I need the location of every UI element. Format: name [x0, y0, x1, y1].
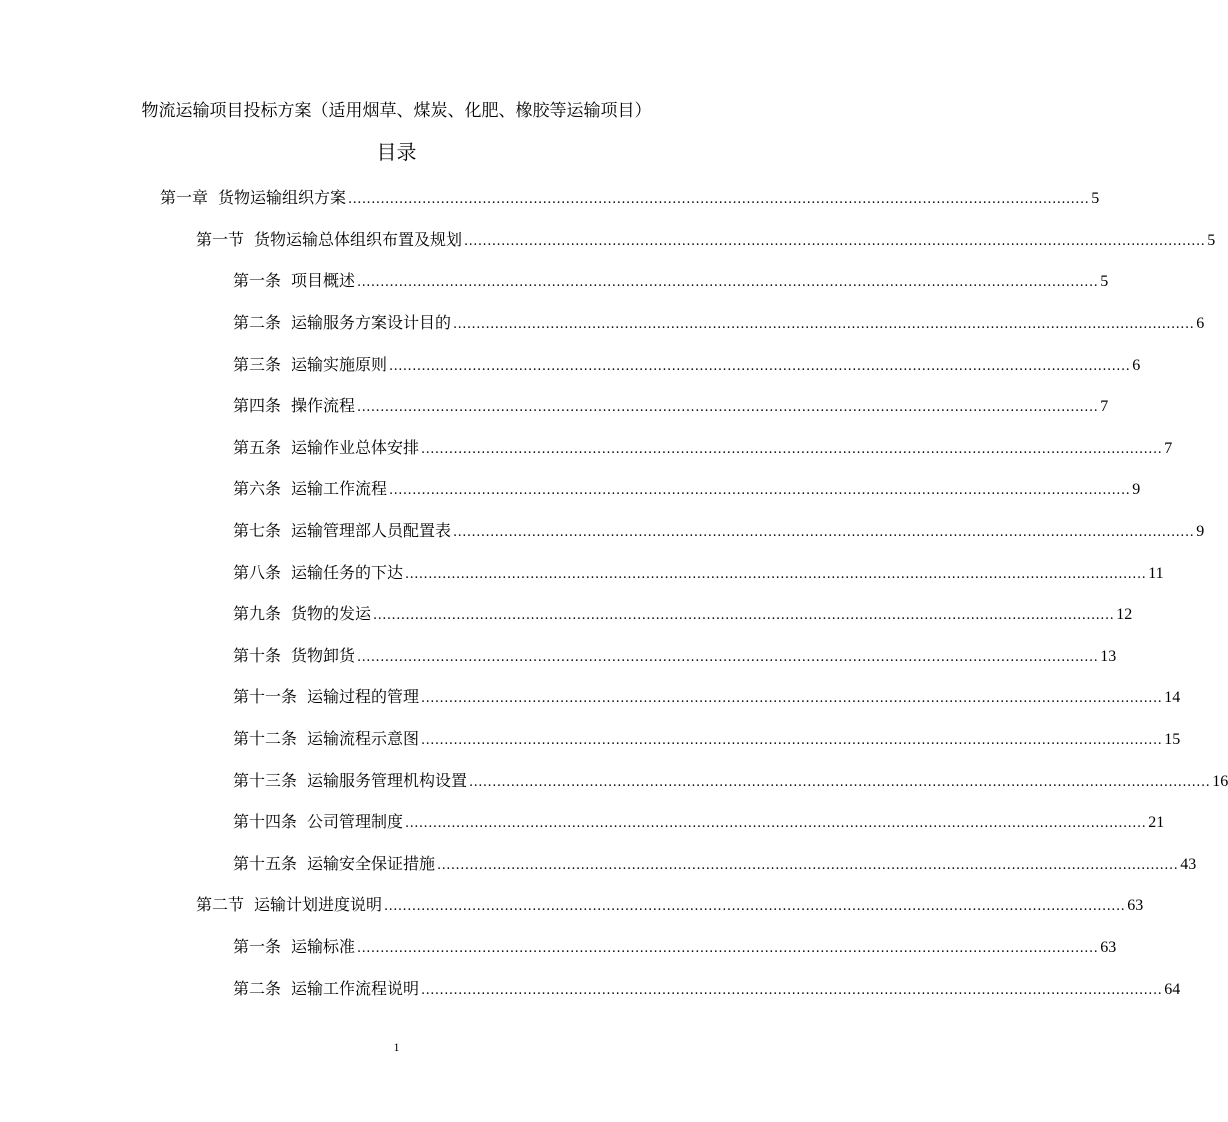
toc-entry[interactable] [0, 218, 1216, 260]
toc-entry-heading: 运输服务管理机构设置 [307, 770, 468, 790]
toc-entry-heading: 运输流程示意图 [307, 729, 420, 749]
toc-entry[interactable] [0, 550, 1164, 592]
toc-entry-row [0, 560, 1164, 583]
toc-entry-heading: 运输过程的管理 [307, 687, 420, 707]
toc-entry[interactable] [0, 883, 1144, 925]
toc-entry-heading: 运输计划进度说明 [254, 895, 383, 915]
toc-dot-leader [405, 816, 1146, 831]
toc-dot-leader [389, 483, 1130, 498]
toc-entry-number: 第十四条 [233, 812, 298, 832]
toc-entry-page: 9 [1196, 523, 1205, 541]
toc-entry-row [0, 851, 1197, 874]
toc-entry-page: 5 [1091, 190, 1100, 208]
toc-entry-number: 第二节 [196, 895, 245, 915]
toc-dot-leader [421, 442, 1162, 457]
toc-entry[interactable] [0, 634, 1117, 676]
toc-entry-page: 6 [1196, 315, 1205, 333]
toc-entry-heading: 运输工作流程说明 [291, 978, 420, 998]
toc-entry-number: 第十三条 [233, 770, 298, 790]
toc-entry-page: 11 [1148, 564, 1164, 582]
toc-entry-page: 13 [1100, 647, 1117, 665]
toc-entry-row [0, 892, 1144, 915]
toc-dot-leader [421, 983, 1162, 998]
toc-entry-heading: 运输标准 [291, 936, 356, 956]
toc-entry-number: 第一条 [233, 271, 282, 291]
toc-entry-number: 第十一条 [233, 687, 298, 707]
toc-entry-page: 7 [1100, 398, 1109, 416]
toc-entry-row [0, 352, 1141, 375]
toc-entry-row [0, 518, 1205, 541]
toc-entry-row [0, 601, 1133, 624]
toc-entry-number: 第二条 [233, 978, 282, 998]
document-title: 物流运输项目投标方案（适用烟草、煤炭、化肥、橡胶等运输项目） [141, 101, 652, 121]
toc-dot-leader [389, 359, 1130, 374]
toc-entry[interactable] [0, 675, 1181, 717]
toc-entry-number: 第四条 [233, 396, 282, 416]
toc-entry-row [0, 310, 1205, 333]
toc-entry-number: 第一条 [233, 936, 282, 956]
toc-entry-row [0, 476, 1141, 499]
toc-entry-heading: 运输服务方案设计目的 [291, 313, 452, 333]
toc-entry[interactable] [0, 467, 1141, 509]
toc-entry-page: 6 [1132, 356, 1141, 374]
toc-entry-page: 21 [1148, 814, 1165, 832]
toc-entry[interactable] [0, 758, 1228, 800]
toc-dot-leader [469, 775, 1210, 790]
toc-entry-heading: 货物运输组织方案 [218, 188, 347, 208]
toc-entry-heading: 运输管理部人员配置表 [291, 521, 452, 541]
toc-entry-page: 14 [1164, 689, 1181, 707]
toc-title: 目录 [376, 140, 417, 164]
toc-entry-number: 第八条 [233, 562, 282, 582]
toc-entry[interactable] [0, 384, 1109, 426]
toc-entry-page: 15 [1164, 731, 1181, 749]
toc-entry-heading: 项目概述 [291, 271, 356, 291]
toc-dot-leader [348, 192, 1089, 207]
toc-entry-page: 64 [1164, 980, 1181, 998]
toc-entry[interactable] [0, 800, 1165, 842]
toc-entry[interactable] [0, 259, 1109, 301]
toc-entry-heading: 运输作业总体安排 [291, 437, 420, 457]
toc-entry-heading: 货物卸货 [291, 645, 356, 665]
toc-entry-number: 第一节 [196, 229, 245, 249]
toc-entry[interactable] [0, 966, 1181, 1008]
toc-entry-heading: 运输安全保证措施 [307, 853, 436, 873]
toc-entry-row [0, 227, 1216, 250]
toc-entry-number: 第九条 [233, 604, 282, 624]
toc-dot-leader [464, 234, 1205, 249]
toc-entry-row [0, 435, 1173, 458]
table-of-contents [0, 176, 1228, 1008]
toc-entry-heading: 运输工作流程 [291, 479, 388, 499]
toc-entry-page: 63 [1100, 938, 1117, 956]
toc-entry[interactable] [0, 842, 1197, 884]
toc-entry-row [0, 643, 1117, 666]
toc-dot-leader [357, 650, 1098, 665]
toc-entry[interactable] [0, 592, 1133, 634]
toc-entry-row [0, 393, 1109, 416]
toc-entry-page: 5 [1207, 231, 1216, 249]
toc-entry-page: 7 [1164, 439, 1173, 457]
toc-dot-leader [373, 608, 1114, 623]
toc-entry[interactable] [0, 426, 1173, 468]
toc-dot-leader [357, 400, 1098, 415]
toc-entry-row [0, 268, 1109, 291]
toc-dot-leader [384, 899, 1125, 914]
toc-dot-leader [421, 733, 1162, 748]
toc-entry-number: 第五条 [233, 437, 282, 457]
toc-entry-page: 43 [1180, 855, 1197, 873]
toc-entry[interactable] [0, 717, 1181, 759]
toc-entry-row [0, 726, 1181, 749]
toc-dot-leader [357, 275, 1098, 290]
toc-entry-number: 第一章 [160, 188, 209, 208]
toc-entry-page: 12 [1116, 606, 1133, 624]
toc-entry-row [0, 809, 1165, 832]
toc-entry-row [0, 768, 1228, 791]
toc-dot-leader [405, 567, 1146, 582]
toc-entry-page: 9 [1132, 481, 1141, 499]
toc-entry-row [0, 684, 1181, 707]
toc-entry[interactable] [0, 925, 1117, 967]
toc-entry-row [0, 976, 1181, 999]
toc-entry-heading: 公司管理制度 [307, 812, 404, 832]
toc-entry-number: 第三条 [233, 354, 282, 374]
toc-entry-number: 第六条 [233, 479, 282, 499]
toc-entry-number: 第十条 [233, 645, 282, 665]
toc-entry-page: 5 [1100, 273, 1109, 291]
toc-dot-leader [453, 317, 1194, 332]
toc-entry-heading: 运输实施原则 [291, 354, 388, 374]
toc-entry-page: 16 [1212, 772, 1228, 790]
toc-entry[interactable] [0, 301, 1205, 343]
toc-dot-leader [357, 941, 1098, 956]
toc-dot-leader [437, 858, 1178, 873]
toc-entry[interactable] [0, 342, 1141, 384]
toc-entry[interactable] [0, 509, 1205, 551]
toc-entry-heading: 货物运输总体组织布置及规划 [254, 229, 463, 249]
page-number: 1 [393, 1040, 400, 1054]
toc-entry-heading: 货物的发运 [291, 604, 372, 624]
toc-entry-heading: 运输任务的下达 [291, 562, 404, 582]
toc-entry-page: 63 [1127, 897, 1144, 915]
toc-entry-number: 第十五条 [233, 853, 298, 873]
toc-entry[interactable] [0, 176, 1100, 218]
toc-entry-number: 第七条 [233, 521, 282, 541]
toc-entry-number: 第二条 [233, 313, 282, 333]
toc-entry-number: 第十二条 [233, 729, 298, 749]
toc-dot-leader [421, 691, 1162, 706]
toc-entry-heading: 操作流程 [291, 396, 356, 416]
toc-entry-row [0, 934, 1117, 957]
toc-dot-leader [453, 525, 1194, 540]
toc-entry-row [0, 185, 1100, 208]
